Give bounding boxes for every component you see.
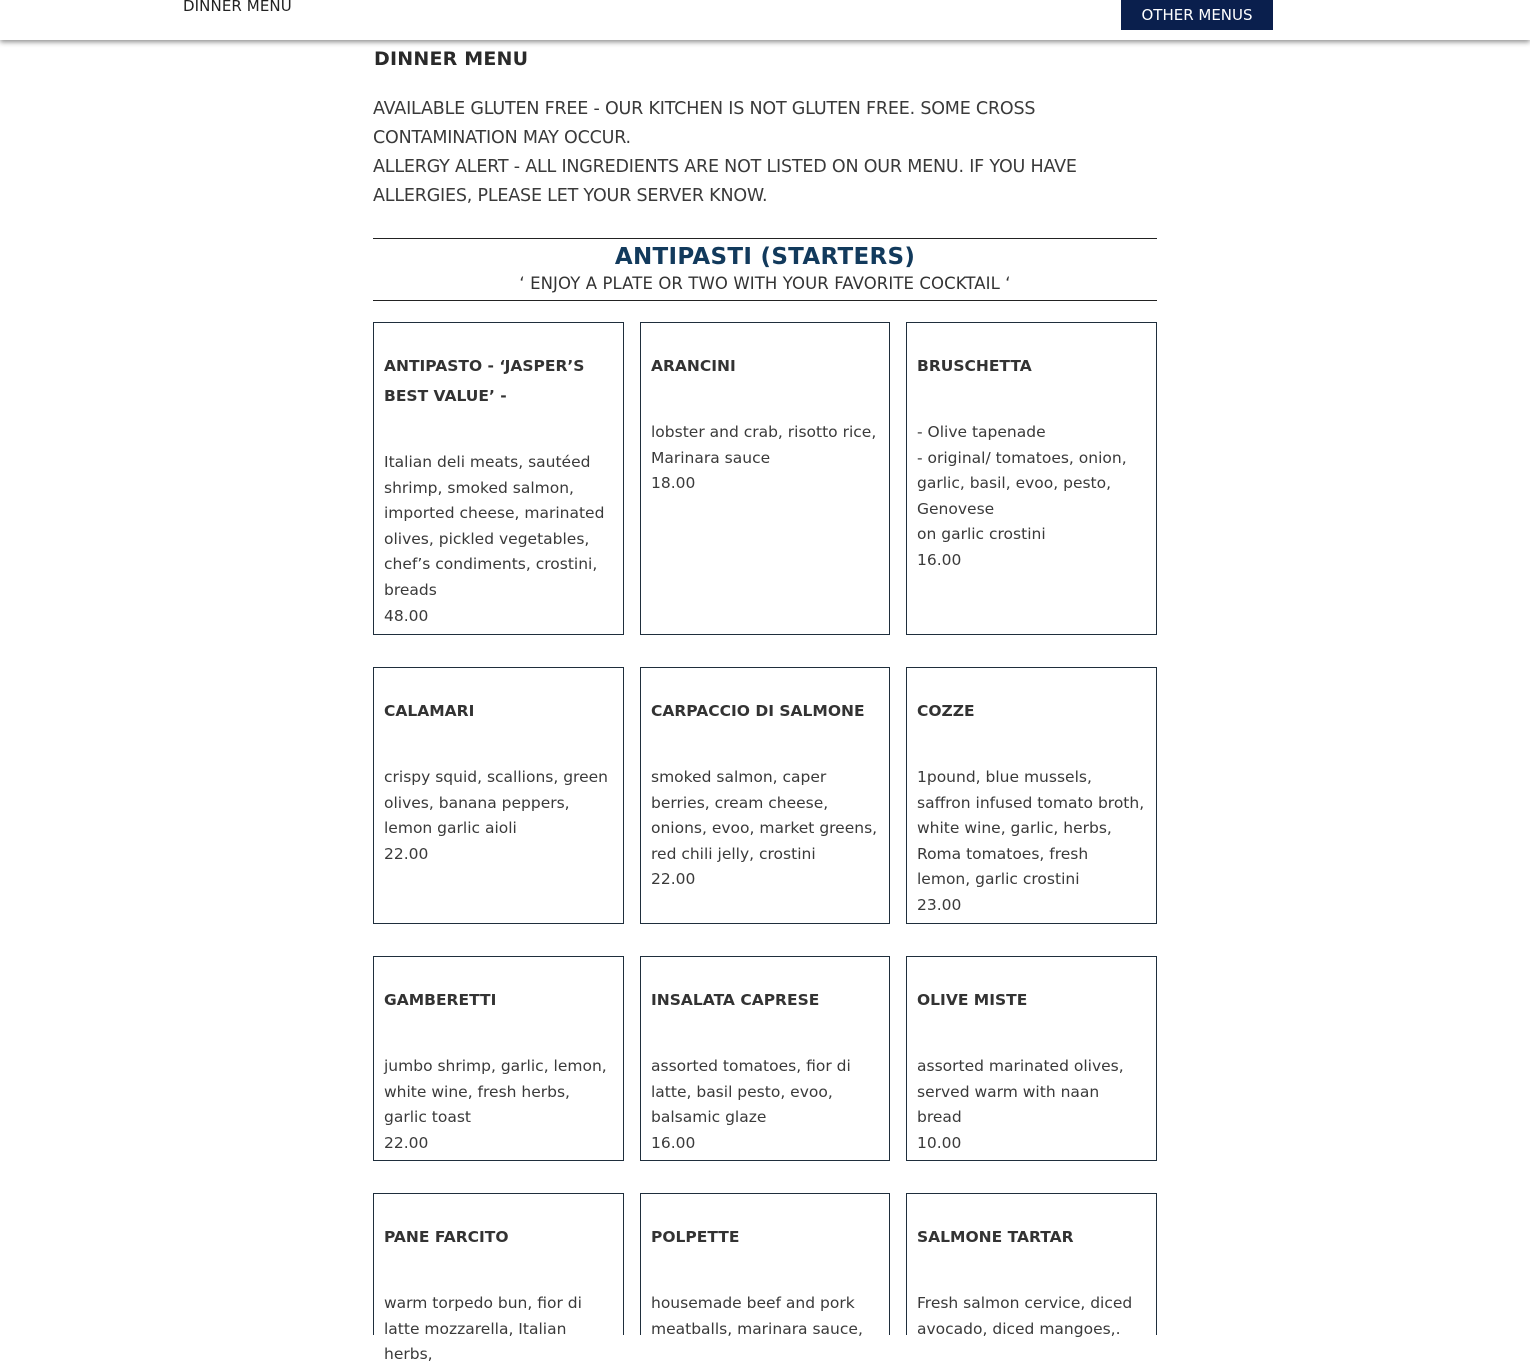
menu-item-card bbox=[373, 667, 624, 924]
item-description: jumbo shrimp, garlic, lemon, white wine, fresh herbs, garlic toast bbox=[384, 1057, 607, 1127]
item-name: COZZE bbox=[917, 702, 975, 720]
nav-menu-title[interactable]: DINNER MENU bbox=[183, 0, 292, 15]
gluten-notice: AVAILABLE GLUTEN FREE - OUR KITCHEN IS NOT GLUTEN FREE. SOME CROSS CONTAMINATION MAY OCCUR. bbox=[373, 99, 1036, 148]
item-name: ARANCINI bbox=[651, 357, 736, 375]
item-description: 1pound, blue mussels, saffron infused tomato broth, white wine, garlic, herbs, Roma tomatoes, fresh lemon, garlic crostini bbox=[917, 768, 1145, 889]
page-title: DINNER MENU bbox=[374, 48, 529, 70]
item-name: BRUSCHETTA bbox=[917, 357, 1032, 375]
item-description: assorted tomatoes, fior di latte, basil pesto, evoo, balsamic glaze bbox=[651, 1057, 851, 1127]
menu-item-card bbox=[906, 1193, 1157, 1338]
menu-item-card bbox=[373, 1193, 624, 1364]
menu-item-card bbox=[906, 322, 1157, 635]
item-price: 48.00 bbox=[384, 606, 429, 625]
item-price: 22.00 bbox=[384, 1133, 429, 1152]
item-description: smoked salmon, caper berries, cream cheese, onions, evoo, market greens, red chili jelly, crostini bbox=[651, 768, 878, 863]
item-name: SALMONE TARTAR bbox=[917, 1228, 1074, 1246]
top-nav-bar bbox=[0, 0, 1530, 40]
menu-item-card bbox=[640, 667, 890, 924]
section-header bbox=[373, 238, 1157, 301]
item-description: Italian deli meats, sautéed shrimp, smoked salmon, imported cheese, marinated olives, pickled vegetables, chef’s condiments, crostini, breads bbox=[384, 453, 605, 599]
other-menus-button[interactable]: OTHER MENUS bbox=[1121, 0, 1273, 30]
menu-item-card bbox=[373, 322, 624, 635]
menu-item-card bbox=[640, 1193, 890, 1338]
item-name: ANTIPASTO - ‘JASPER’S BEST VALUE’ - bbox=[384, 357, 585, 405]
menu-item-card bbox=[640, 322, 890, 635]
item-description: - Olive tapenade - original/ tomatoes, onion, garlic, basil, evoo, pesto, Genovese on garlic crostini bbox=[917, 423, 1127, 544]
item-name: GAMBERETTI bbox=[384, 991, 497, 1009]
item-price: 22.00 bbox=[651, 870, 696, 889]
item-price: 16.00 bbox=[651, 1133, 696, 1152]
item-description: assorted marinated olives, served warm with naan bread bbox=[917, 1057, 1124, 1127]
item-name: CALAMARI bbox=[384, 702, 475, 720]
menu-item-card bbox=[906, 956, 1157, 1161]
menu-item-card bbox=[640, 956, 890, 1161]
menu-item-card bbox=[373, 956, 624, 1161]
item-description: warm torpedo bun, fior di latte mozzarella, Italian herbs, bbox=[384, 1294, 582, 1364]
item-price: 16.00 bbox=[917, 550, 962, 569]
section-title: ANTIPASTI (STARTERS) bbox=[614, 244, 916, 270]
item-price: 22.00 bbox=[384, 844, 429, 863]
item-description: crispy squid, scallions, green olives, banana peppers, lemon garlic aioli bbox=[384, 768, 608, 838]
item-price: 23.00 bbox=[917, 895, 962, 914]
item-description: housemade beef and pork meatballs, marinara sauce, bbox=[651, 1294, 863, 1338]
item-name: POLPETTE bbox=[651, 1228, 740, 1246]
item-price: 18.00 bbox=[651, 474, 696, 493]
menu-item-card bbox=[906, 667, 1157, 924]
item-description: Fresh salmon cervice, diced avocado, diced mangoes,. bbox=[917, 1294, 1133, 1338]
item-name: INSALATA CAPRESE bbox=[651, 991, 820, 1009]
item-price: 10.00 bbox=[917, 1133, 962, 1152]
item-description: lobster and crab, risotto rice, Marinara sauce bbox=[651, 423, 877, 467]
item-name: PANE FARCITO bbox=[384, 1228, 509, 1246]
item-name: CARPACCIO DI SALMONE bbox=[651, 702, 865, 720]
item-name: OLIVE MISTE bbox=[917, 991, 1028, 1009]
section-subtitle: ‘ ENJOY A PLATE OR TWO WITH YOUR FAVORITE COCKTAIL ‘ bbox=[519, 274, 1011, 293]
allergy-notice: ALLERGY ALERT - ALL INGREDIENTS ARE NOT LISTED ON OUR MENU. IF YOU HAVE ALLERGIES, PLEASE LET YOUR SERVER KNOW. bbox=[373, 157, 1077, 206]
